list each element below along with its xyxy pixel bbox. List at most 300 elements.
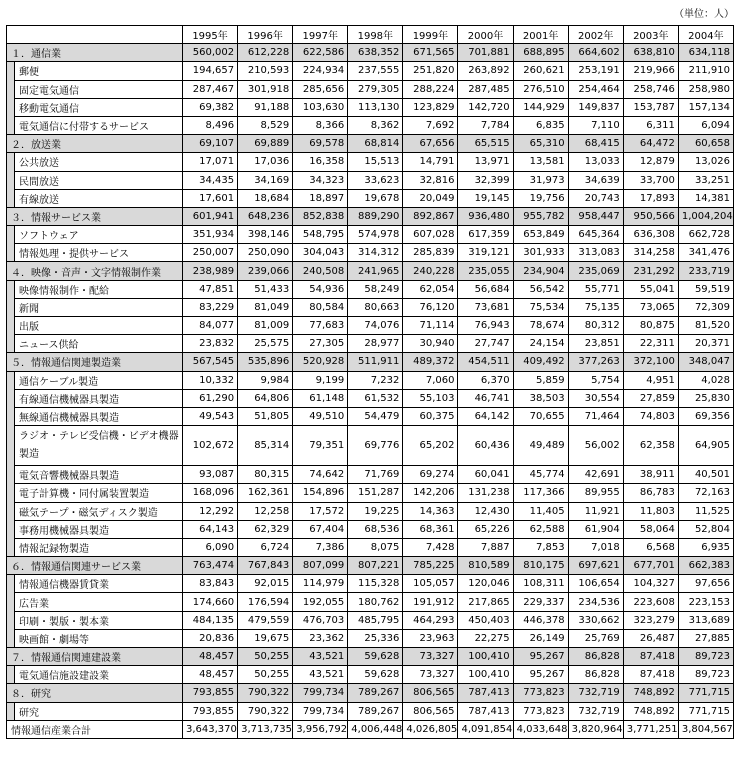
item-value: 23,851 <box>568 335 623 353</box>
year-header: 1999年 <box>403 26 458 44</box>
category-value: 662,383 <box>678 557 733 575</box>
category-value: 240,508 <box>293 262 348 280</box>
item-value: 48,457 <box>183 666 238 684</box>
total-value: 3,804,567 <box>678 720 733 738</box>
item-value: 70,655 <box>513 407 568 425</box>
item-value: 61,904 <box>568 520 623 538</box>
category-value: 732,719 <box>568 684 623 702</box>
item-value: 52,804 <box>678 520 733 538</box>
item-label: 印刷・製版・製本業 <box>15 611 183 629</box>
item-value: 22,275 <box>458 629 513 647</box>
employment-table <box>6 25 734 739</box>
category-value: 785,225 <box>403 557 458 575</box>
category-value: 1,004,204 <box>678 207 733 225</box>
category-label: ７．情報通信関連建設業 <box>7 648 183 666</box>
category-label: ２．放送業 <box>7 135 183 153</box>
item-value: 62,054 <box>403 280 458 298</box>
category-value: 372,100 <box>623 353 678 371</box>
item-row <box>7 575 734 593</box>
item-value: 33,623 <box>348 171 403 189</box>
category-value: 377,263 <box>568 353 623 371</box>
category-value: 638,352 <box>348 44 403 62</box>
category-value: 235,055 <box>458 262 513 280</box>
item-value: 251,820 <box>403 62 458 80</box>
category-value: 454,511 <box>458 353 513 371</box>
item-label: 情報通信機器賃貸業 <box>15 575 183 593</box>
item-row <box>7 611 734 629</box>
item-value: 4,951 <box>623 371 678 389</box>
item-value: 86,783 <box>623 484 678 502</box>
item-value: 49,510 <box>293 407 348 425</box>
category-value: 807,099 <box>293 557 348 575</box>
item-label: 出版 <box>15 317 183 335</box>
category-value: 671,565 <box>403 44 458 62</box>
category-value: 771,715 <box>678 684 733 702</box>
item-value: 73,681 <box>458 298 513 316</box>
item-value: 76,120 <box>403 298 458 316</box>
item-label: 電気通信に付帯するサービス <box>15 116 183 134</box>
item-value: 42,691 <box>568 466 623 484</box>
indent-cell <box>7 280 15 298</box>
category-value: 235,069 <box>568 262 623 280</box>
item-value: 285,656 <box>293 80 348 98</box>
year-header: 2004年 <box>678 26 733 44</box>
item-value: 64,806 <box>238 389 293 407</box>
indent-cell <box>7 189 15 207</box>
category-value: 43,521 <box>293 648 348 666</box>
item-value: 85,314 <box>238 426 293 466</box>
item-value: 787,413 <box>458 702 513 720</box>
item-value: 153,787 <box>623 98 678 116</box>
category-value: 238,989 <box>183 262 238 280</box>
category-value: 634,118 <box>678 44 733 62</box>
category-value: 233,719 <box>678 262 733 280</box>
total-label: 情報通信産業合計 <box>7 720 183 738</box>
item-value: 89,723 <box>678 666 733 684</box>
indent-cell <box>7 520 15 538</box>
item-value: 27,885 <box>678 629 733 647</box>
item-row <box>7 484 734 502</box>
item-label: 映画館・劇場等 <box>15 629 183 647</box>
item-label: 郵便 <box>15 62 183 80</box>
category-value: 567,545 <box>183 353 238 371</box>
item-value: 20,743 <box>568 189 623 207</box>
category-value: 234,904 <box>513 262 568 280</box>
indent-cell <box>7 538 15 556</box>
item-value: 78,674 <box>513 317 568 335</box>
item-value: 62,588 <box>513 520 568 538</box>
category-value: 622,586 <box>293 44 348 62</box>
item-value: 464,293 <box>403 611 458 629</box>
category-value: 95,267 <box>513 648 568 666</box>
item-value: 301,933 <box>513 244 568 262</box>
item-value: 33,700 <box>623 171 678 189</box>
category-value: 892,867 <box>403 207 458 225</box>
category-row <box>7 262 734 280</box>
item-value: 287,467 <box>183 80 238 98</box>
item-value: 40,501 <box>678 466 733 484</box>
item-value: 748,892 <box>623 702 678 720</box>
item-value: 229,337 <box>513 593 568 611</box>
item-value: 80,584 <box>293 298 348 316</box>
item-value: 313,083 <box>568 244 623 262</box>
item-value: 80,663 <box>348 298 403 316</box>
item-value: 62,358 <box>623 426 678 466</box>
item-row <box>7 62 734 80</box>
item-value: 4,028 <box>678 371 733 389</box>
total-value: 3,713,735 <box>238 720 293 738</box>
item-value: 6,935 <box>678 538 733 556</box>
item-value: 6,090 <box>183 538 238 556</box>
category-value: 68,415 <box>568 135 623 153</box>
item-value: 7,428 <box>403 538 458 556</box>
item-value: 7,018 <box>568 538 623 556</box>
category-value: 69,107 <box>183 135 238 153</box>
category-value: 239,066 <box>238 262 293 280</box>
item-value: 49,489 <box>513 426 568 466</box>
total-row <box>7 720 734 738</box>
item-value: 18,897 <box>293 189 348 207</box>
item-value: 51,805 <box>238 407 293 425</box>
item-label: 無線通信機械器具製造 <box>15 407 183 425</box>
item-value: 64,143 <box>183 520 238 538</box>
item-value: 86,828 <box>568 666 623 684</box>
category-value: 48,457 <box>183 648 238 666</box>
indent-cell <box>7 629 15 647</box>
indent-cell <box>7 575 15 593</box>
item-row <box>7 629 734 647</box>
item-value: 9,984 <box>238 371 293 389</box>
item-value: 58,064 <box>623 520 678 538</box>
item-value: 72,309 <box>678 298 733 316</box>
year-header: 1996年 <box>238 26 293 44</box>
item-value: 7,110 <box>568 116 623 134</box>
indent-cell <box>7 426 15 466</box>
category-value: 697,621 <box>568 557 623 575</box>
item-value: 68,536 <box>348 520 403 538</box>
indent-cell <box>7 244 15 262</box>
item-value: 476,703 <box>293 611 348 629</box>
year-header: 2003年 <box>623 26 678 44</box>
item-row <box>7 298 734 316</box>
category-value: 59,628 <box>348 648 403 666</box>
year-header: 2001年 <box>513 26 568 44</box>
item-value: 13,581 <box>513 153 568 171</box>
item-value: 74,642 <box>293 466 348 484</box>
item-label: 移動電気通信 <box>15 98 183 116</box>
item-value: 260,621 <box>513 62 568 80</box>
category-value: 241,965 <box>348 262 403 280</box>
indent-cell <box>7 702 15 720</box>
unit-note: （単位：人） <box>674 9 734 20</box>
item-value: 103,630 <box>293 98 348 116</box>
category-value: 889,290 <box>348 207 403 225</box>
item-value: 49,543 <box>183 407 238 425</box>
item-value: 450,403 <box>458 611 513 629</box>
item-value: 16,358 <box>293 153 348 171</box>
item-value: 398,146 <box>238 226 293 244</box>
category-value: 100,410 <box>458 648 513 666</box>
indent-cell <box>7 371 15 389</box>
item-value: 351,934 <box>183 226 238 244</box>
item-label: ニュース供給 <box>15 335 183 353</box>
category-value: 68,814 <box>348 135 403 153</box>
item-label: 有線放送 <box>15 189 183 207</box>
item-value: 7,784 <box>458 116 513 134</box>
item-value: 32,816 <box>403 171 458 189</box>
item-value: 484,135 <box>183 611 238 629</box>
item-value: 120,046 <box>458 575 513 593</box>
category-value: 950,566 <box>623 207 678 225</box>
category-value: 86,828 <box>568 648 623 666</box>
item-row <box>7 335 734 353</box>
item-value: 95,267 <box>513 666 568 684</box>
item-value: 7,386 <box>293 538 348 556</box>
item-label: 磁気テープ・磁気ディスク製造 <box>15 502 183 520</box>
item-value: 54,479 <box>348 407 403 425</box>
category-label: ６．情報通信関連サービス業 <box>7 557 183 575</box>
category-value: 67,656 <box>403 135 458 153</box>
item-value: 793,855 <box>183 702 238 720</box>
item-row <box>7 116 734 134</box>
item-value: 258,980 <box>678 80 733 98</box>
item-value: 19,756 <box>513 189 568 207</box>
item-value: 771,715 <box>678 702 733 720</box>
item-value: 34,169 <box>238 171 293 189</box>
item-value: 5,859 <box>513 371 568 389</box>
item-value: 174,660 <box>183 593 238 611</box>
item-value: 180,762 <box>348 593 403 611</box>
item-value: 80,875 <box>623 317 678 335</box>
item-value: 77,683 <box>293 317 348 335</box>
item-value: 313,689 <box>678 611 733 629</box>
item-value: 71,769 <box>348 466 403 484</box>
item-value: 6,094 <box>678 116 733 134</box>
item-value: 7,853 <box>513 538 568 556</box>
item-value: 69,356 <box>678 407 733 425</box>
indent-cell <box>7 593 15 611</box>
item-value: 12,258 <box>238 502 293 520</box>
item-value: 58,249 <box>348 280 403 298</box>
item-value: 548,795 <box>293 226 348 244</box>
category-value: 958,447 <box>568 207 623 225</box>
item-value: 73,327 <box>403 666 458 684</box>
item-value: 151,287 <box>348 484 403 502</box>
item-value: 314,312 <box>348 244 403 262</box>
item-value: 79,351 <box>293 426 348 466</box>
item-value: 33,251 <box>678 171 733 189</box>
category-row <box>7 135 734 153</box>
item-value: 17,071 <box>183 153 238 171</box>
item-value: 446,378 <box>513 611 568 629</box>
item-row <box>7 226 734 244</box>
item-value: 799,734 <box>293 702 348 720</box>
item-value: 87,418 <box>623 666 678 684</box>
item-value: 574,978 <box>348 226 403 244</box>
item-row <box>7 520 734 538</box>
indent-cell <box>7 226 15 244</box>
item-value: 6,370 <box>458 371 513 389</box>
item-value: 46,741 <box>458 389 513 407</box>
item-value: 11,405 <box>513 502 568 520</box>
total-value: 4,006,448 <box>348 720 403 738</box>
item-value: 250,007 <box>183 244 238 262</box>
indent-cell <box>7 171 15 189</box>
item-value: 314,258 <box>623 244 678 262</box>
item-value: 7,232 <box>348 371 403 389</box>
item-value: 485,795 <box>348 611 403 629</box>
category-value: 65,515 <box>458 135 513 153</box>
item-value: 13,971 <box>458 153 513 171</box>
item-value: 219,966 <box>623 62 678 80</box>
item-value: 6,568 <box>623 538 678 556</box>
item-value: 30,554 <box>568 389 623 407</box>
category-value: 688,895 <box>513 44 568 62</box>
year-header: 2000年 <box>458 26 513 44</box>
total-value: 3,771,251 <box>623 720 678 738</box>
category-value: 348,047 <box>678 353 733 371</box>
category-row <box>7 207 734 225</box>
item-value: 23,362 <box>293 629 348 647</box>
item-value: 25,336 <box>348 629 403 647</box>
category-value: 793,855 <box>183 684 238 702</box>
item-value: 73,065 <box>623 298 678 316</box>
indent-cell <box>7 407 15 425</box>
total-value: 3,820,964 <box>568 720 623 738</box>
item-value: 81,009 <box>238 317 293 335</box>
item-value: 105,057 <box>403 575 458 593</box>
category-value: 69,578 <box>293 135 348 153</box>
item-value: 54,936 <box>293 280 348 298</box>
category-value: 87,418 <box>623 648 678 666</box>
total-value: 4,033,648 <box>513 720 568 738</box>
item-row <box>7 280 734 298</box>
item-value: 11,803 <box>623 502 678 520</box>
item-value: 26,487 <box>623 629 678 647</box>
item-value: 38,911 <box>623 466 678 484</box>
category-label: ３．情報サービス業 <box>7 207 183 225</box>
item-value: 26,149 <box>513 629 568 647</box>
item-row <box>7 702 734 720</box>
item-value: 102,672 <box>183 426 238 466</box>
item-value: 263,892 <box>458 62 513 80</box>
indent-cell <box>7 153 15 171</box>
item-value: 217,865 <box>458 593 513 611</box>
item-label: 情報記録物製造 <box>15 538 183 556</box>
item-row <box>7 189 734 207</box>
item-value: 258,746 <box>623 80 678 98</box>
item-value: 279,305 <box>348 80 403 98</box>
indent-cell <box>7 317 15 335</box>
item-value: 9,199 <box>293 371 348 389</box>
item-value: 83,843 <box>183 575 238 593</box>
category-value: 409,492 <box>513 353 568 371</box>
category-value: 789,267 <box>348 684 403 702</box>
item-row <box>7 80 734 98</box>
item-value: 732,719 <box>568 702 623 720</box>
item-label: 電気通信施設建設業 <box>15 666 183 684</box>
category-value: 701,881 <box>458 44 513 62</box>
item-row <box>7 466 734 484</box>
item-value: 176,594 <box>238 593 293 611</box>
item-value: 31,973 <box>513 171 568 189</box>
item-value: 5,754 <box>568 371 623 389</box>
item-value: 89,955 <box>568 484 623 502</box>
item-value: 7,692 <box>403 116 458 134</box>
item-value: 144,929 <box>513 98 568 116</box>
item-value: 330,662 <box>568 611 623 629</box>
item-value: 234,536 <box>568 593 623 611</box>
item-value: 653,849 <box>513 226 568 244</box>
item-value: 20,371 <box>678 335 733 353</box>
item-value: 114,979 <box>293 575 348 593</box>
category-value: 240,228 <box>403 262 458 280</box>
item-value: 25,769 <box>568 629 623 647</box>
item-value: 10,332 <box>183 371 238 389</box>
item-value: 607,028 <box>403 226 458 244</box>
item-value: 75,534 <box>513 298 568 316</box>
item-value: 17,601 <box>183 189 238 207</box>
item-value: 17,036 <box>238 153 293 171</box>
category-value: 677,701 <box>623 557 678 575</box>
item-value: 14,381 <box>678 189 733 207</box>
item-value: 287,485 <box>458 80 513 98</box>
item-value: 192,055 <box>293 593 348 611</box>
category-value: 231,292 <box>623 262 678 280</box>
item-value: 18,684 <box>238 189 293 207</box>
item-value: 28,977 <box>348 335 403 353</box>
item-value: 117,366 <box>513 484 568 502</box>
item-value: 24,154 <box>513 335 568 353</box>
category-label: ４．映像・音声・文字情報制作業 <box>7 262 183 280</box>
item-label: 広告業 <box>15 593 183 611</box>
item-value: 32,399 <box>458 171 513 189</box>
item-value: 319,121 <box>458 244 513 262</box>
item-value: 34,435 <box>183 171 238 189</box>
category-value: 50,255 <box>238 648 293 666</box>
category-value: 612,228 <box>238 44 293 62</box>
item-value: 97,656 <box>678 575 733 593</box>
category-value: 535,896 <box>238 353 293 371</box>
category-value: 601,941 <box>183 207 238 225</box>
year-header: 1998年 <box>348 26 403 44</box>
item-value: 25,575 <box>238 335 293 353</box>
item-value: 60,375 <box>403 407 458 425</box>
item-value: 17,572 <box>293 502 348 520</box>
item-row <box>7 593 734 611</box>
item-value: 7,887 <box>458 538 513 556</box>
item-value: 84,077 <box>183 317 238 335</box>
item-value: 13,026 <box>678 153 733 171</box>
item-value: 71,464 <box>568 407 623 425</box>
item-value: 12,292 <box>183 502 238 520</box>
item-label: 通信ケーブル製造 <box>15 371 183 389</box>
item-value: 59,519 <box>678 280 733 298</box>
item-row <box>7 171 734 189</box>
item-value: 115,328 <box>348 575 403 593</box>
item-label: ソフトウェア <box>15 226 183 244</box>
item-value: 51,433 <box>238 280 293 298</box>
category-value: 767,843 <box>238 557 293 575</box>
year-header: 1997年 <box>293 26 348 44</box>
category-row <box>7 557 734 575</box>
category-value: 810,175 <box>513 557 568 575</box>
item-value: 194,657 <box>183 62 238 80</box>
total-value: 3,643,370 <box>183 720 238 738</box>
item-value: 92,015 <box>238 575 293 593</box>
indent-cell <box>7 611 15 629</box>
category-row <box>7 44 734 62</box>
